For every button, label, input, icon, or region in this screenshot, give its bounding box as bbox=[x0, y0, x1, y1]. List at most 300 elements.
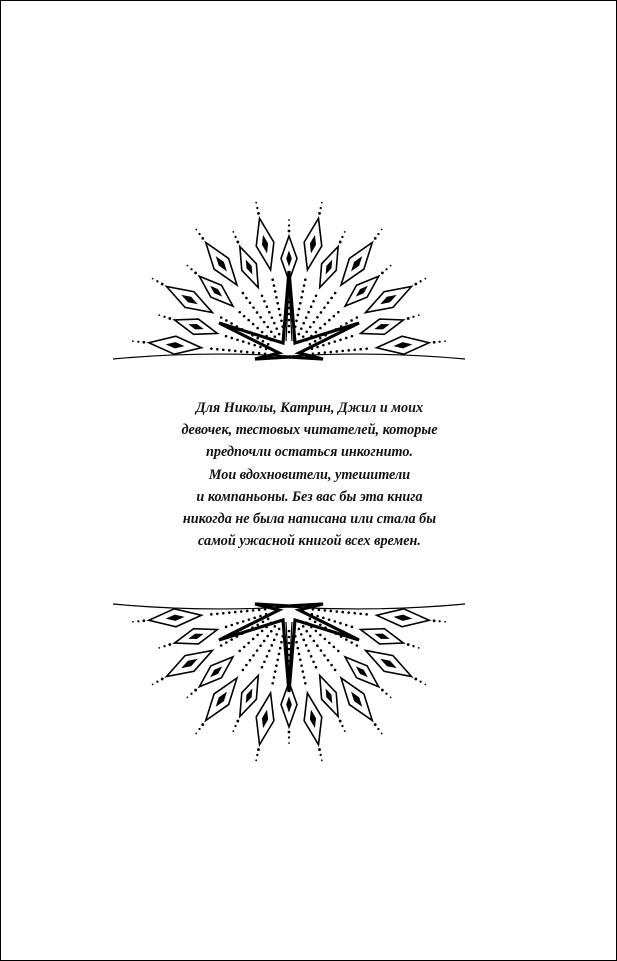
ornament-dot bbox=[298, 628, 301, 631]
ornament-dot bbox=[324, 609, 327, 612]
ornament-diamond-core bbox=[216, 256, 227, 271]
ornament-tip-dot bbox=[234, 236, 236, 238]
ornament-tip-dot bbox=[201, 237, 204, 240]
ornament-dot bbox=[304, 682, 307, 685]
ornament-dot bbox=[279, 647, 282, 650]
ornament-dot bbox=[319, 327, 322, 330]
ornament-dot bbox=[353, 612, 356, 615]
ornament-tip-dot bbox=[156, 681, 158, 683]
sunburst-ornament-top bbox=[109, 191, 473, 363]
ornament-dot bbox=[356, 316, 359, 319]
ornament-dot bbox=[270, 630, 273, 633]
ornament-tip-dot bbox=[385, 693, 387, 695]
ornament-tip-dot bbox=[433, 619, 436, 622]
ornament-dot bbox=[230, 337, 233, 340]
ornament-dot bbox=[274, 625, 277, 628]
ornament-tip-dot bbox=[288, 219, 290, 221]
ornament-dot bbox=[328, 642, 331, 645]
ornament-tip-dot bbox=[412, 316, 414, 318]
ornament-diamond-core bbox=[374, 324, 389, 329]
ornament-dot bbox=[330, 610, 333, 613]
ornament-tip-dot bbox=[288, 224, 290, 226]
ornament-diamond-core bbox=[246, 260, 253, 275]
ornament-tip-dot bbox=[419, 280, 421, 282]
ornament-tip-dot bbox=[255, 759, 257, 761]
ornament-dot bbox=[310, 305, 313, 308]
ornament-dot bbox=[302, 625, 305, 628]
ornament-dot bbox=[335, 350, 338, 353]
ornament-tip-dot bbox=[385, 268, 387, 270]
ornament-tip-dot bbox=[137, 341, 139, 343]
ornament-diamond-core bbox=[181, 659, 198, 668]
ornament-dot bbox=[337, 311, 340, 314]
ornament-tip-dot bbox=[407, 317, 410, 320]
ornament-dot bbox=[300, 664, 303, 667]
ornament-tip-dot bbox=[186, 697, 188, 699]
ornament-tip-dot bbox=[321, 759, 323, 761]
ornament-dot bbox=[278, 628, 281, 631]
ornament-dot bbox=[323, 306, 326, 309]
ornament-dot bbox=[312, 660, 315, 663]
ornament-tip-dot bbox=[152, 683, 154, 685]
ornament-tip-dot bbox=[161, 283, 164, 286]
ornament-dot bbox=[300, 633, 303, 636]
ornament-diamond-core bbox=[380, 295, 397, 304]
ornament-tip-dot bbox=[186, 265, 188, 267]
ornament-dot bbox=[303, 676, 306, 679]
ornament-dot bbox=[271, 316, 274, 319]
ornament-dot bbox=[268, 649, 271, 652]
ornament-dot bbox=[243, 646, 246, 649]
ornament-dot bbox=[240, 610, 243, 613]
ornament-dot bbox=[337, 650, 340, 653]
ornament-tip-dot bbox=[374, 723, 377, 726]
ornament-dot bbox=[280, 641, 283, 644]
ornament-dot bbox=[307, 649, 310, 652]
ornament-dot bbox=[303, 284, 306, 287]
ornament-dot bbox=[353, 348, 356, 351]
ornament-dot bbox=[278, 653, 281, 656]
ornament-dot bbox=[316, 644, 319, 647]
ornament-dot bbox=[330, 664, 333, 667]
ornament-dot bbox=[359, 348, 362, 351]
ornament-dot bbox=[341, 611, 344, 614]
ornament-tip-dot bbox=[161, 678, 164, 681]
ornament-dot bbox=[319, 634, 322, 637]
ornament-tip-dot bbox=[194, 689, 197, 692]
ornament-dot bbox=[252, 609, 255, 612]
ornament-dot bbox=[296, 647, 299, 650]
ornament-diamond-core bbox=[310, 710, 316, 729]
ornament-tip-dot bbox=[320, 207, 322, 209]
ornament-dot bbox=[268, 311, 271, 314]
ornament-tip-dot bbox=[201, 723, 204, 726]
ornament-diamond-core bbox=[310, 235, 316, 254]
ornament-diamond-core bbox=[262, 235, 268, 254]
ornament-dot bbox=[309, 343, 312, 346]
ornament-dot bbox=[249, 659, 252, 662]
ornament-dot bbox=[263, 321, 266, 324]
ornament-dot bbox=[261, 666, 264, 669]
ornament-dot bbox=[252, 306, 255, 309]
ornament-tip-dot bbox=[320, 754, 322, 756]
ornament-dot bbox=[262, 621, 265, 624]
ornament-tip-dot bbox=[234, 725, 236, 727]
ornament-dot bbox=[315, 630, 318, 633]
ornament-tip-dot bbox=[390, 697, 392, 699]
ornament-tip-dot bbox=[412, 645, 414, 647]
ornament-dot bbox=[305, 630, 308, 633]
ornament-dot bbox=[302, 335, 305, 338]
ornament-tip-dot bbox=[374, 237, 377, 240]
ornament-dot bbox=[234, 350, 237, 353]
ornament-tip-dot bbox=[288, 731, 291, 734]
ornament-dot bbox=[314, 340, 317, 343]
ornament-tip-dot bbox=[407, 643, 410, 646]
ornament-tip-dot bbox=[288, 742, 290, 744]
ornament-tip-dot bbox=[163, 645, 165, 647]
ornament-tip-dot bbox=[168, 317, 171, 320]
ornament-tip-dot bbox=[418, 647, 420, 649]
ornament-dot bbox=[263, 660, 266, 663]
ornament-dot bbox=[247, 642, 250, 645]
ornament-dot bbox=[259, 615, 262, 618]
ornament-diamond-core bbox=[326, 260, 333, 275]
ornament-tip-dot bbox=[444, 621, 446, 623]
ornament-tip-dot bbox=[195, 229, 197, 231]
ornament-dot bbox=[261, 630, 264, 633]
ornament-tip-dot bbox=[137, 620, 139, 622]
ornament-dot bbox=[236, 338, 239, 341]
dedication-line: самой ужасной книгой всех времен. bbox=[198, 533, 421, 550]
ornament-diamond-core bbox=[356, 666, 368, 677]
ornament-diamond-core bbox=[181, 295, 198, 304]
ornament-dot bbox=[322, 344, 325, 347]
ornament-diamond-core bbox=[166, 342, 185, 348]
dedication-line: предпочли остаться инкогнито. bbox=[206, 444, 413, 461]
ornament-dot bbox=[216, 612, 219, 615]
ornament-dot bbox=[302, 639, 305, 642]
ornament-dot bbox=[266, 305, 269, 308]
ornament-dot bbox=[262, 340, 265, 343]
ornament-dot bbox=[288, 642, 291, 645]
ornament-dot bbox=[242, 340, 245, 343]
ornament-dot bbox=[323, 654, 326, 657]
ornament-tip-dot bbox=[318, 212, 321, 215]
ornament-dot bbox=[347, 349, 350, 352]
ornament-tip-dot bbox=[341, 725, 343, 727]
ornament-tip-dot bbox=[381, 733, 383, 735]
ornament-dot bbox=[347, 611, 350, 614]
ornament-tip-dot bbox=[381, 272, 384, 275]
ornament-dot bbox=[345, 624, 348, 627]
ornament-tip-dot bbox=[156, 280, 158, 282]
ornament-diamond-core bbox=[286, 696, 292, 712]
ornament-dot bbox=[225, 626, 228, 629]
ornament-dot bbox=[230, 322, 233, 325]
ornament-tip-dot bbox=[438, 620, 440, 622]
ornament-dot bbox=[234, 611, 237, 614]
ornament-diamond-core bbox=[210, 286, 222, 297]
ornament-dot bbox=[351, 335, 354, 338]
ornament-dot bbox=[334, 669, 337, 672]
ornament-dot bbox=[261, 331, 264, 334]
ornament-dot bbox=[307, 311, 310, 314]
ornament-tip-dot bbox=[232, 730, 234, 732]
ornament-dot bbox=[252, 351, 255, 354]
ornament-dot bbox=[230, 624, 233, 627]
ornament-tip-dot bbox=[344, 231, 346, 233]
ornament-tip-dot bbox=[255, 202, 257, 204]
ornament-dot bbox=[259, 346, 262, 349]
dedication-line: девочек, тестовых читателей, которые bbox=[181, 422, 438, 439]
ornament-diamond-core bbox=[262, 710, 268, 729]
ornament-dot bbox=[275, 633, 278, 636]
ornament-tip-dot bbox=[414, 283, 417, 286]
ornament-dot bbox=[248, 618, 251, 621]
ornament-dot bbox=[245, 664, 248, 667]
ornament-diamond-core bbox=[216, 692, 227, 707]
ornament-dot bbox=[305, 644, 308, 647]
ornament-dot bbox=[273, 322, 276, 325]
ornament-dot bbox=[295, 641, 298, 644]
ornament-diamond-core bbox=[356, 286, 368, 297]
ornament-dot bbox=[252, 323, 255, 326]
ornament-dot bbox=[276, 659, 279, 662]
ornament-tip-dot bbox=[419, 681, 421, 683]
dedication-line: никогда не была написана или стала бы bbox=[182, 511, 437, 528]
ornament-dot bbox=[242, 669, 245, 672]
ornament-dot bbox=[225, 319, 228, 322]
ornament-dot bbox=[333, 340, 336, 343]
ornament-dot bbox=[225, 335, 228, 338]
ornament-tip-dot bbox=[194, 272, 197, 275]
ornament-dot bbox=[288, 325, 291, 328]
ornament-dot bbox=[276, 302, 279, 305]
ornament-tip-dot bbox=[390, 265, 392, 267]
ornament-dot bbox=[320, 649, 323, 652]
ornament-tip-dot bbox=[190, 268, 192, 270]
ornament-diamond-core bbox=[286, 250, 292, 266]
ornament-dot bbox=[316, 316, 319, 319]
ornament-dot bbox=[305, 316, 308, 319]
ornament-dot bbox=[333, 646, 336, 649]
ornament-dot bbox=[266, 326, 269, 329]
ornament-dot bbox=[238, 311, 241, 314]
ornament-dot bbox=[328, 342, 331, 345]
ornament-dot bbox=[330, 351, 333, 354]
sunburst-ornament-bottom bbox=[109, 600, 473, 772]
ornament-dot bbox=[365, 347, 368, 350]
ornament-dot bbox=[228, 349, 231, 352]
ornament-dot bbox=[273, 676, 276, 679]
ornament-dot bbox=[304, 278, 307, 281]
ornament-dot bbox=[242, 292, 245, 295]
ornament-diamond-core bbox=[188, 634, 203, 639]
ornament-dot bbox=[271, 278, 274, 281]
ornament-dot bbox=[302, 290, 305, 293]
ornament-dot bbox=[322, 617, 325, 620]
ornament-tip-dot bbox=[132, 621, 134, 623]
ornament-dot bbox=[309, 618, 312, 621]
ornament-dot bbox=[365, 613, 368, 616]
ornament-dot bbox=[315, 666, 318, 669]
ornament-dot bbox=[305, 331, 308, 334]
ornament-tip-dot bbox=[236, 241, 239, 244]
ornament-tip-dot bbox=[288, 230, 291, 233]
ornament-dot bbox=[298, 308, 301, 311]
ornament-dot bbox=[333, 315, 336, 318]
ornament-dot bbox=[273, 284, 276, 287]
ornament-dot bbox=[339, 622, 342, 625]
ornament-dot bbox=[266, 655, 269, 658]
ornament-dot bbox=[228, 611, 231, 614]
ornament-dot bbox=[230, 638, 233, 641]
ornament-tip-dot bbox=[257, 212, 260, 215]
ornament-dot bbox=[248, 342, 251, 345]
ornament-tip-dot bbox=[414, 678, 417, 681]
dedication-line: и компаньоны. Без вас бы эта книга bbox=[196, 488, 423, 505]
ornament-dot bbox=[271, 682, 274, 685]
ornament-tip-dot bbox=[438, 341, 440, 343]
ornament-tip-dot bbox=[142, 619, 145, 622]
ornament-dot bbox=[315, 294, 318, 297]
ornament-dot bbox=[295, 320, 298, 323]
ornament-dot bbox=[345, 322, 348, 325]
ornament-dot bbox=[328, 319, 331, 322]
ornament-dot bbox=[256, 623, 259, 626]
ornament-dot bbox=[263, 640, 266, 643]
ornament-dot bbox=[327, 659, 330, 662]
ornament-dot bbox=[256, 337, 259, 340]
ornament-tip-dot bbox=[152, 278, 154, 280]
ornament-dot bbox=[279, 314, 282, 317]
ornament-dot bbox=[299, 302, 302, 305]
ornament-tip-dot bbox=[132, 340, 134, 342]
ornament-dot bbox=[309, 635, 312, 638]
ornament-dot bbox=[274, 290, 277, 293]
ornament-dot bbox=[280, 320, 283, 323]
ornament-tip-dot bbox=[339, 720, 342, 723]
ornament-dot bbox=[288, 636, 291, 639]
ornament-dot bbox=[335, 610, 338, 613]
ornament-dot bbox=[266, 635, 269, 638]
ornament-dot bbox=[222, 348, 225, 351]
ornament-dot bbox=[359, 612, 362, 615]
dedication-text bbox=[61, 397, 558, 552]
ornament-dot bbox=[356, 644, 359, 647]
ornament-tip-dot bbox=[236, 720, 239, 723]
ornament-dot bbox=[298, 653, 301, 656]
ornament-dot bbox=[249, 301, 252, 304]
ornament-tip-dot bbox=[341, 236, 343, 238]
ornament-tip-dot bbox=[418, 314, 420, 316]
ornament-dot bbox=[324, 351, 327, 354]
ornament-tip-dot bbox=[381, 689, 384, 692]
ornament-tip-dot bbox=[198, 728, 200, 730]
ornament-tip-dot bbox=[377, 233, 379, 235]
ornament-tip-dot bbox=[424, 683, 426, 685]
ornament-dot bbox=[351, 626, 354, 629]
ornament-dot bbox=[288, 319, 291, 322]
ornament-tip-dot bbox=[444, 340, 446, 342]
ornament-dot bbox=[313, 321, 316, 324]
ornament-tip-dot bbox=[321, 202, 323, 204]
ornament-tip-dot bbox=[195, 733, 197, 735]
ornament-tip-dot bbox=[339, 241, 342, 244]
ornament-dot bbox=[316, 346, 319, 349]
ornament-tip-dot bbox=[424, 278, 426, 280]
ornament-dot bbox=[216, 348, 219, 351]
ornament-dot bbox=[259, 316, 262, 319]
ornament-dot bbox=[256, 327, 259, 330]
ornament-dot bbox=[300, 327, 303, 330]
ornament-tip-dot bbox=[381, 229, 383, 231]
ornament-dot bbox=[273, 639, 276, 642]
ornament-dot bbox=[316, 615, 319, 618]
ornament-dot bbox=[313, 640, 316, 643]
ornament-dot bbox=[324, 323, 327, 326]
ornament-dot bbox=[256, 311, 259, 314]
ornament-dot bbox=[267, 343, 270, 346]
ornament-diamond-core bbox=[351, 256, 362, 271]
ornament-dot bbox=[256, 634, 259, 637]
ornament-dot bbox=[267, 618, 270, 621]
dedication-line: Для Николы, Катрин, Джил и моих bbox=[195, 400, 424, 416]
ornament-dot bbox=[246, 610, 249, 613]
ornament-dot bbox=[302, 322, 305, 325]
ornament-dot bbox=[296, 314, 299, 317]
ornament-dot bbox=[288, 331, 291, 334]
ornament-tip-dot bbox=[163, 316, 165, 318]
ornament-dot bbox=[225, 641, 228, 644]
ornament-dot bbox=[288, 630, 291, 633]
ornament-dot bbox=[345, 638, 348, 641]
ornament-dot bbox=[275, 327, 278, 330]
ornament-dot bbox=[210, 613, 213, 616]
ornament-dot bbox=[339, 338, 342, 341]
ornament-dot bbox=[350, 319, 353, 322]
ornament-diamond-core bbox=[393, 615, 412, 621]
dedication-line: Мои вдохновители, утешители bbox=[208, 466, 411, 483]
ornament-dot bbox=[243, 315, 246, 318]
ornament-dot bbox=[252, 654, 255, 657]
ornament-tip-dot bbox=[256, 207, 258, 209]
ornament-tip-dot bbox=[142, 341, 145, 344]
ornament-dot bbox=[310, 655, 313, 658]
ornament-tip-dot bbox=[168, 643, 171, 646]
ornament-dot bbox=[210, 347, 213, 350]
ornament-dot bbox=[247, 319, 250, 322]
ornament-tip-dot bbox=[377, 728, 379, 730]
ornament-dot bbox=[315, 331, 318, 334]
ornament-tip-dot bbox=[344, 730, 346, 732]
ornament-dot bbox=[275, 664, 278, 667]
ornament-dot bbox=[274, 670, 277, 673]
ornament-dot bbox=[236, 622, 239, 625]
ornament-dot bbox=[319, 623, 322, 626]
ornament-diamond-core bbox=[188, 324, 203, 329]
ornament-tip-dot bbox=[158, 647, 160, 649]
ornament-dot bbox=[263, 300, 266, 303]
ornament-dot bbox=[246, 351, 249, 354]
ornament-dot bbox=[328, 618, 331, 621]
ornament-tip-dot bbox=[433, 341, 436, 344]
ornament-dot bbox=[275, 296, 278, 299]
ornament-tip-dot bbox=[256, 754, 258, 756]
ornament-diamond-core bbox=[393, 342, 412, 348]
ornament-dot bbox=[333, 620, 336, 623]
